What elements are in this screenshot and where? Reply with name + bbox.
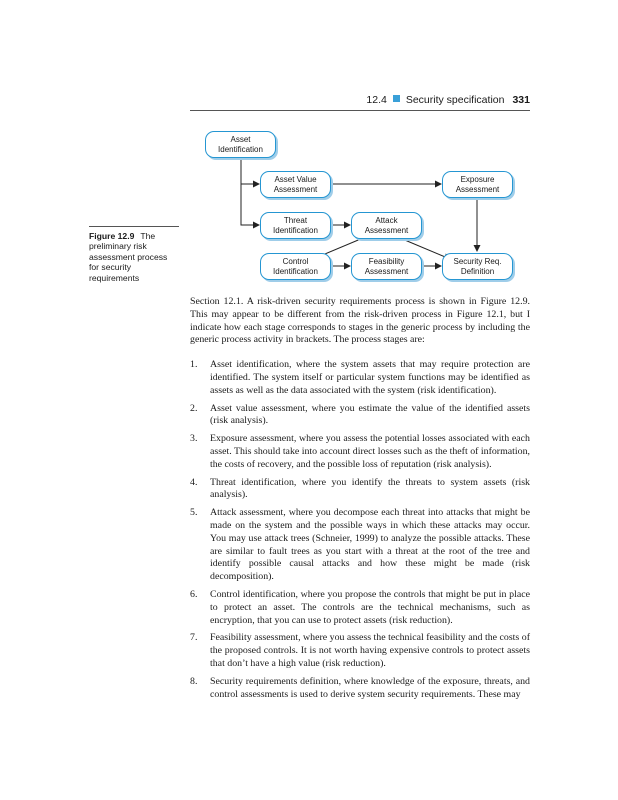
- connector-asset-to-threat: [241, 184, 259, 225]
- section-title: Security specification: [405, 94, 505, 106]
- node-security-req-definition: Security Req. Definition: [442, 253, 513, 280]
- section-number: 12.4: [366, 94, 387, 106]
- list-item: 3. Exposure assessment, where you assess the potential losses associated with each asset. This should take into account direct losses such as the theft of information, the costs of recovery, and the possible loss of reputation (risk analysis).: [190, 433, 530, 470]
- list-item: 5. Attack assessment, where you decompose each threat into attacks that might be made on the system and the possible ways in which these attacks may occur. You may use attack trees (Schneier, 1999) to analyze the possible attacks. These are similar to fault trees as you start with a threat at the root of the tree and identify possible causal attacks and how these might be made (risk decomposition).: [190, 507, 530, 583]
- page-number: 331: [512, 94, 530, 106]
- figure-label: Figure 12.9: [89, 231, 135, 241]
- list-item: 7. Feasibility assessment, where you assess the technical feasibility and the costs of the proposed controls. It is not worth having expensive controls to protect assets that don’t have a high value (risk reduction).: [190, 632, 530, 669]
- list-item: 2. Asset value assessment, where you estimate the value of the identified assets (risk analysis).: [190, 402, 530, 427]
- node-control-identification: Control Identification: [260, 253, 331, 280]
- intro-paragraph: Section 12.1. A risk-driven security requirements process is shown in Figure 12.9. This may appear to be different from the risk-driven process in Figure 12.1, but I indicate how each stage corresponds to stages in the generic process by including the generic process activity in brackets. The process stages are:: [190, 296, 530, 346]
- list-item: 4. Threat identification, where you identify the threats to system assets (risk analysis).: [190, 476, 530, 501]
- node-asset-identification: Asset Identification: [205, 131, 276, 158]
- figure-caption-text: The preliminary risk assessment process for security requirements: [89, 231, 168, 283]
- body-text: [190, 296, 530, 706]
- list-item: 6. Control identification, where you propose the controls that might be put in place to protect an asset. The controls are the technical mechanisms, such as encryption, that you can use to protect assets (risk reduction).: [190, 588, 530, 626]
- node-feasibility-assessment: Feasibility Assessment: [351, 253, 422, 280]
- node-exposure-assessment: Exposure Assessment: [442, 171, 513, 198]
- node-attack-assessment: Attack Assessment: [351, 212, 422, 239]
- connector-asset-to-asset-value: [241, 160, 259, 184]
- node-asset-value-assessment: Asset Value Assessment: [260, 171, 331, 198]
- figure-caption: [89, 226, 179, 283]
- node-threat-identification: Threat Identification: [260, 212, 331, 239]
- process-stages-list: [190, 359, 530, 701]
- list-item: 8. Security requirements definition, where knowledge of the exposure, threats, and control assessments is used to derive system security requirements. These may: [190, 675, 530, 700]
- list-item: 1. Asset identification, where the system assets that may require protection are identified. The system itself or particular system functions may be identified as assets as well as the data associated with the system (risk identification).: [190, 359, 530, 396]
